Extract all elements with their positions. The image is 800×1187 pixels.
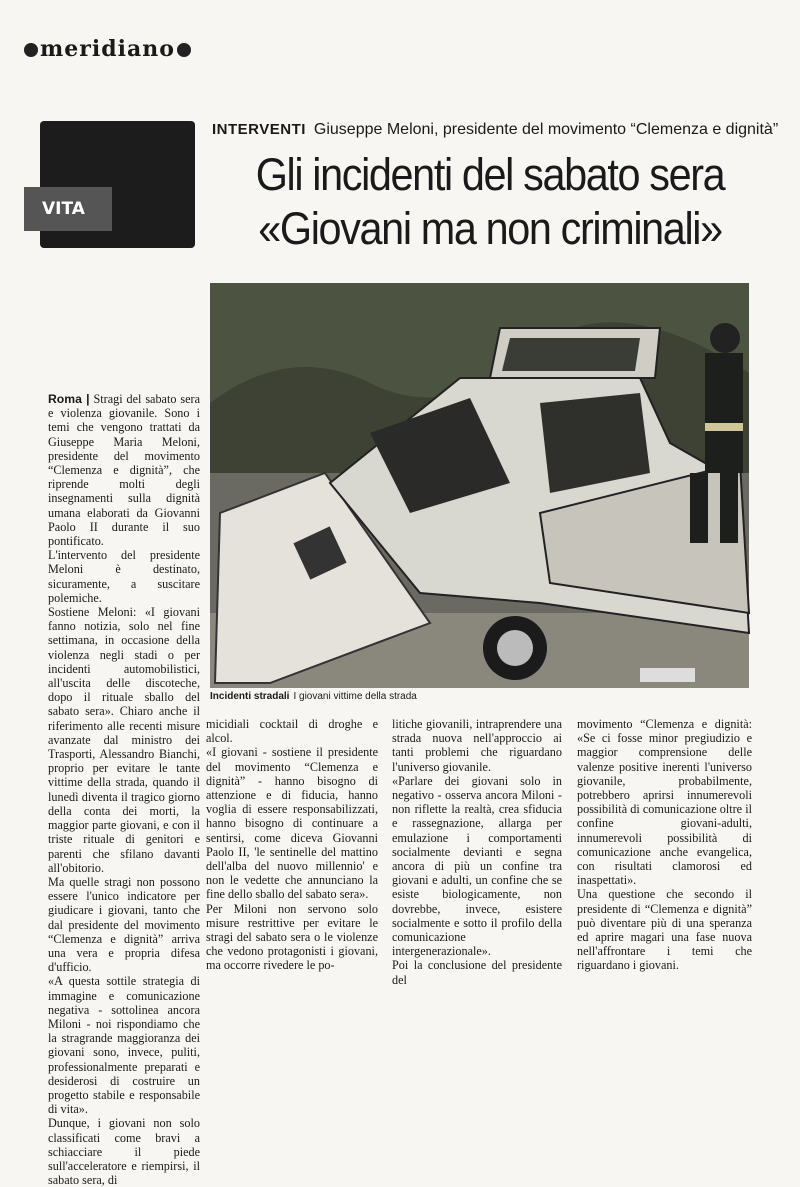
dateline: Roma | xyxy=(48,392,90,406)
article-photo xyxy=(210,283,749,688)
photo-caption xyxy=(210,691,750,702)
article-paragraph: «Parlare dei giovani solo in negativo - osserva ancora Miloni - non riflette la realtà, crea sfiducia e rassegnazione, allarga per emulazione i comportamenti socialmente devianti e segna ancora di più un confine tra giovani e adulti, un confine che se esiste biologicamente, non dovrebbe, invece, esistere socialmente e sotto il profilo della comunicazione intergenerazionale». xyxy=(392,773,562,959)
masthead-title: meridiano xyxy=(40,36,175,62)
caption-tag: Incidenti stradali xyxy=(210,691,290,702)
kicker xyxy=(212,121,782,139)
section-label: VITA xyxy=(24,187,112,231)
article-paragraph: litiche giovanili, intraprendere una strada nuova nell'approccio ai tanti problemi che riguardano l'universo giovanile. xyxy=(392,717,562,774)
article-paragraph: Dunque, i giovani non solo classificati come bravi a schiacciare il piede sull'acceleratore e riempirsi, il sabato sera, di xyxy=(48,1116,200,1187)
headline xyxy=(228,148,752,256)
article-paragraph: Ma quelle stragi non possono essere l'unico indicatore per giudicare i giovani, tanto che dal presidente del movimento “Clemenza e dignità” arriva una vera e propria difesa d'ufficio. xyxy=(48,874,200,975)
masthead xyxy=(22,36,193,62)
article-paragraph: «I giovani - sostiene il presidente del movimento “Clemenza e dignità” - hanno bisogno di attenzione e di fiducia, hanno voglia di essere responsabilizzati, hanno bisogno di continuare a sentirsi, come diceva Giovanni Paolo II, 'le sentinelle del mattino dell'alba del nuovo millennio' e non le vedette che annunciano la fine dello sballo del sabato sera». xyxy=(206,745,378,902)
kicker-tag: INTERVENTI xyxy=(212,121,306,138)
article-paragraph: «A questa sottile strategia di immagine e comunicazione negativa - sottolinea ancora Miloni - noi rispondiamo che la stragrande maggioranza dei giovani sono, invece, puliti, professionalmente preparati e desiderosi di costruire un progetto stabile e responsabile di vita». xyxy=(48,974,200,1117)
masthead-dot-icon xyxy=(24,43,38,57)
headline-line-2: «Giovani ma non criminali» xyxy=(258,203,722,254)
article-column-2 xyxy=(206,717,378,973)
article-paragraph: Sostiene Meloni: «I giovani fanno notizia, solo nel fine settimana, in occasione della violenza negli stadi o per incidenti automobilistici, all'uscita delle discoteche, dopo il rituale sballo del sabato sera». Chiaro anche il riferimento alle recenti misure avanzate dal ministro dei Trasporti, Alessandro Bianchi, proprio per evitare le tante vittime della strada, quando il lunedì diventa il tragico giorno della conta dei morti, la maggior parte giovani, e con il triste rituale di genitori e parenti che sfilano davanti all'obitorio. xyxy=(48,605,200,875)
article-paragraph: Per Miloni non servono solo misure restrittive per evitare le stragi del sabato sera o le violenze che vedono protagonisti i giovani, ma occorre rivedere le po- xyxy=(206,901,378,973)
masthead-dot-icon xyxy=(177,43,191,57)
article-column-3 xyxy=(392,717,562,987)
article-column-4 xyxy=(577,717,752,973)
article-paragraph: Una questione che secondo il presidente di “Clemenza e dignità” può diventare più di una speranza ed aprire magari una fase nuova nell'affrontare i temi che riguardano i giovani. xyxy=(577,887,752,973)
article-paragraph: movimento “Clemenza e dignità: «Se ci fosse minor pregiudizio e maggior comprensione delle valenze positive inerenti l'universo giovanile, probabilmente, potrebbero aprirsi innumerevoli possibilità di comunicazione oltre il confine giovani-adulti, innumerevoli possibilità di comunicazione anche evangelica, con risultati clamorosi ed inaspettati». xyxy=(577,717,752,888)
headline-line-1: Gli incidenti del sabato sera xyxy=(255,149,725,200)
article-paragraph: Poi la conclusione del presidente del xyxy=(392,958,562,987)
caption-text: I giovani vittime della strada xyxy=(293,691,417,702)
crashed-car-photo-icon xyxy=(210,283,749,688)
article-column-1 xyxy=(48,392,200,1187)
kicker-text: Giuseppe Meloni, presidente del movimento “Clemenza e dignità” xyxy=(313,121,779,138)
article-paragraph xyxy=(48,392,200,548)
article-paragraph: L'intervento del presidente Meloni è destinato, sicuramente, a suscitare polemiche. xyxy=(48,548,200,605)
article-paragraph: micidiali cocktail di droghe e alcol. xyxy=(206,717,378,746)
paragraph-text: Stragi del sabato sera e violenza giovanile. Sono i temi che vengono trattati da Giuseppe Maria Meloni, presidente del movimento “Clemenza e dignità”, che riprende molti degli insegnamenti sulla dignità umana elaborati da Giovanni Paolo II durante il suo pontificato. xyxy=(48,392,200,549)
